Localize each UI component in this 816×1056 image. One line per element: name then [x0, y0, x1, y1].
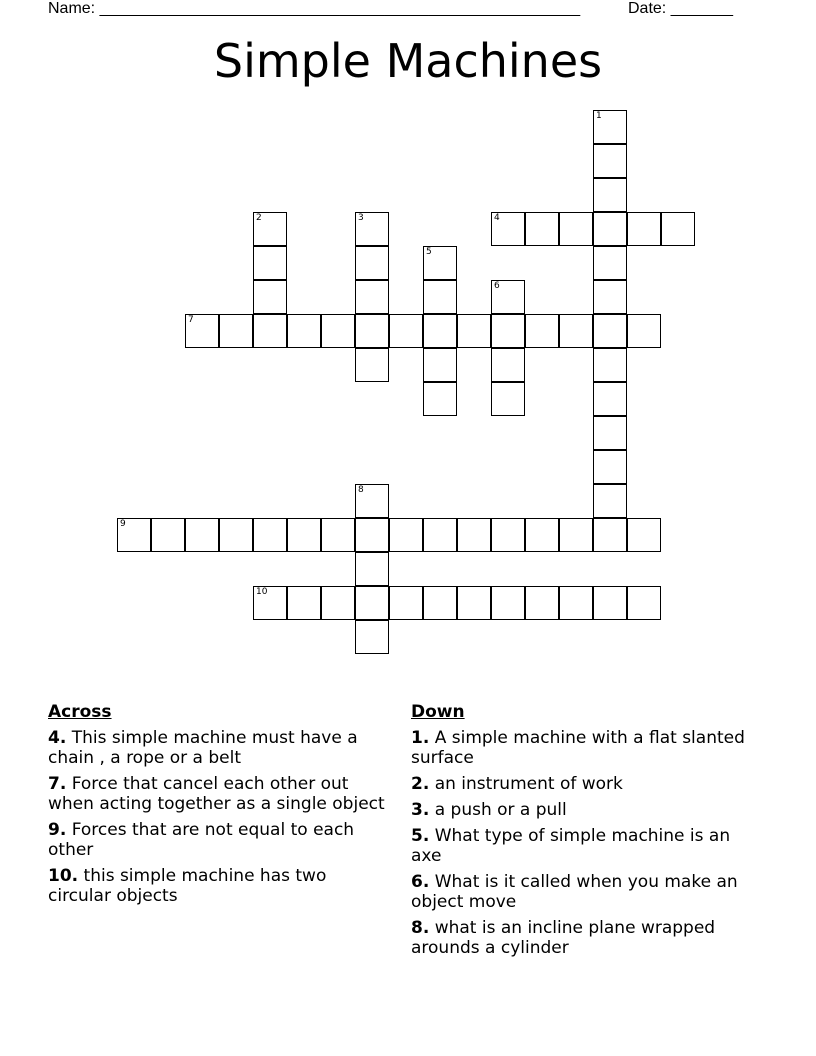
- grid-cell[interactable]: [457, 314, 491, 348]
- grid-cell[interactable]: [287, 518, 321, 552]
- grid-cell[interactable]: [389, 586, 423, 620]
- clue-text: Forces that are not equal to each other: [48, 820, 355, 860]
- grid-cell[interactable]: [355, 586, 389, 620]
- grid-cell[interactable]: [355, 212, 389, 246]
- grid-cell[interactable]: [355, 348, 389, 382]
- grid-cell[interactable]: [423, 518, 457, 552]
- clue-number: 5.: [411, 826, 430, 846]
- grid-cell[interactable]: [593, 518, 627, 552]
- grid-cell[interactable]: [559, 518, 593, 552]
- name-field[interactable]: Name: ______________________________________________________: [48, 0, 581, 17]
- grid-cell[interactable]: [593, 280, 627, 314]
- clue-text: A simple machine with a flat slanted surface: [411, 728, 745, 768]
- clue-number: 8.: [411, 918, 430, 938]
- clue-text: This simple machine must have a chain , a rope or a belt: [48, 728, 358, 768]
- grid-cell[interactable]: [219, 518, 253, 552]
- grid-cell[interactable]: [593, 178, 627, 212]
- grid-cell[interactable]: [423, 348, 457, 382]
- grid-cell[interactable]: [355, 518, 389, 552]
- grid-cell[interactable]: [491, 348, 525, 382]
- clue-down-1: [411, 728, 761, 768]
- grid-cell[interactable]: [355, 314, 389, 348]
- grid-cell[interactable]: [491, 212, 525, 246]
- grid-cell[interactable]: [287, 586, 321, 620]
- grid-cell[interactable]: [661, 212, 695, 246]
- grid-cell[interactable]: [321, 314, 355, 348]
- grid-cell[interactable]: [525, 212, 559, 246]
- date-field[interactable]: Date: _______: [628, 0, 733, 17]
- grid-cell[interactable]: [287, 314, 321, 348]
- clue-down-5: [411, 826, 761, 866]
- grid-cell[interactable]: [185, 518, 219, 552]
- grid-cell[interactable]: [253, 280, 287, 314]
- grid-cell[interactable]: [593, 110, 627, 144]
- grid-cell[interactable]: [151, 518, 185, 552]
- clue-text: an instrument of work: [434, 774, 623, 794]
- grid-cell[interactable]: [627, 586, 661, 620]
- grid-cell[interactable]: [491, 586, 525, 620]
- grid-cell[interactable]: [593, 450, 627, 484]
- grid-cell[interactable]: [593, 348, 627, 382]
- cell-number: 7: [188, 315, 194, 325]
- cell-number: 9: [120, 519, 126, 529]
- grid-cell[interactable]: [457, 518, 491, 552]
- clue-text: What type of simple machine is an axe: [411, 826, 731, 866]
- clue-number: 9.: [48, 820, 67, 840]
- grid-cell[interactable]: [593, 246, 627, 280]
- grid-cell[interactable]: [491, 382, 525, 416]
- cell-number: 1: [596, 111, 602, 121]
- grid-cell[interactable]: [525, 586, 559, 620]
- grid-cell[interactable]: [559, 212, 593, 246]
- grid-cell[interactable]: [423, 246, 457, 280]
- clue-down-6: [411, 872, 761, 912]
- page-title: Simple Machines: [213, 34, 603, 88]
- grid-cell[interactable]: [593, 314, 627, 348]
- clue-text: what is an incline plane wrapped arounds a cylinder: [411, 918, 716, 958]
- grid-cell[interactable]: [627, 314, 661, 348]
- down-heading: Down: [411, 702, 465, 722]
- cell-number: 2: [256, 213, 262, 223]
- clue-down-3: [411, 800, 761, 820]
- grid-cell[interactable]: [593, 144, 627, 178]
- clue-text: this simple machine has two circular objects: [48, 866, 327, 906]
- across-heading: Across: [48, 702, 112, 722]
- clue-number: 6.: [411, 872, 430, 892]
- grid-cell[interactable]: [559, 314, 593, 348]
- grid-cell[interactable]: [627, 518, 661, 552]
- cell-number: 6: [494, 281, 500, 291]
- clue-number: 7.: [48, 774, 67, 794]
- clue-number: 4.: [48, 728, 67, 748]
- clue-across-10: [48, 866, 393, 906]
- grid-cell[interactable]: [593, 416, 627, 450]
- clue-number: 1.: [411, 728, 430, 748]
- grid-cell[interactable]: [559, 586, 593, 620]
- grid-cell[interactable]: [525, 518, 559, 552]
- grid-cell[interactable]: [253, 586, 287, 620]
- grid-cell[interactable]: [627, 212, 661, 246]
- clue-across-9: [48, 820, 393, 860]
- clue-down-2: [411, 774, 761, 794]
- cell-number: 10: [256, 587, 268, 597]
- grid-cell[interactable]: [423, 280, 457, 314]
- grid-cell[interactable]: [355, 246, 389, 280]
- grid-cell[interactable]: [423, 382, 457, 416]
- clue-text: Force that cancel each other out when acting together as a single object: [48, 774, 385, 814]
- grid-cell[interactable]: [593, 484, 627, 518]
- clue-text: a push or a pull: [434, 800, 567, 820]
- clue-number: 10.: [48, 866, 79, 886]
- grid-cell[interactable]: [525, 314, 559, 348]
- grid-cell[interactable]: [491, 280, 525, 314]
- clue-text: What is it called when you make an object move: [411, 872, 738, 912]
- grid-cell[interactable]: [321, 586, 355, 620]
- grid-cell[interactable]: [389, 314, 423, 348]
- grid-cell[interactable]: [321, 518, 355, 552]
- grid-cell[interactable]: [423, 314, 457, 348]
- grid-cell[interactable]: [219, 314, 253, 348]
- grid-cell[interactable]: [355, 484, 389, 518]
- grid-cell[interactable]: [423, 586, 457, 620]
- grid-cell[interactable]: [253, 246, 287, 280]
- grid-cell[interactable]: [253, 314, 287, 348]
- cell-number: 3: [358, 213, 364, 223]
- grid-cell[interactable]: [355, 620, 389, 654]
- grid-cell[interactable]: [355, 552, 389, 586]
- grid-cell[interactable]: [593, 212, 627, 246]
- clue-across-4: [48, 728, 393, 768]
- grid-cell[interactable]: [253, 518, 287, 552]
- down-clues: [411, 702, 761, 964]
- cell-number: 4: [494, 213, 500, 223]
- grid-cell[interactable]: [355, 280, 389, 314]
- grid-cell[interactable]: [253, 212, 287, 246]
- cell-number: 5: [426, 247, 432, 257]
- across-clues: [48, 702, 393, 912]
- grid-cell[interactable]: [593, 382, 627, 416]
- grid-cell[interactable]: [593, 586, 627, 620]
- clue-number: 3.: [411, 800, 430, 820]
- grid-cell[interactable]: [117, 518, 151, 552]
- grid-cell[interactable]: [457, 586, 491, 620]
- grid-cell[interactable]: [491, 518, 525, 552]
- grid-cell[interactable]: [389, 518, 423, 552]
- grid-cell[interactable]: [491, 314, 525, 348]
- grid-cell[interactable]: [185, 314, 219, 348]
- cell-number: 8: [358, 485, 364, 495]
- clue-across-7: [48, 774, 393, 814]
- clue-number: 2.: [411, 774, 430, 794]
- clue-down-8: [411, 918, 761, 958]
